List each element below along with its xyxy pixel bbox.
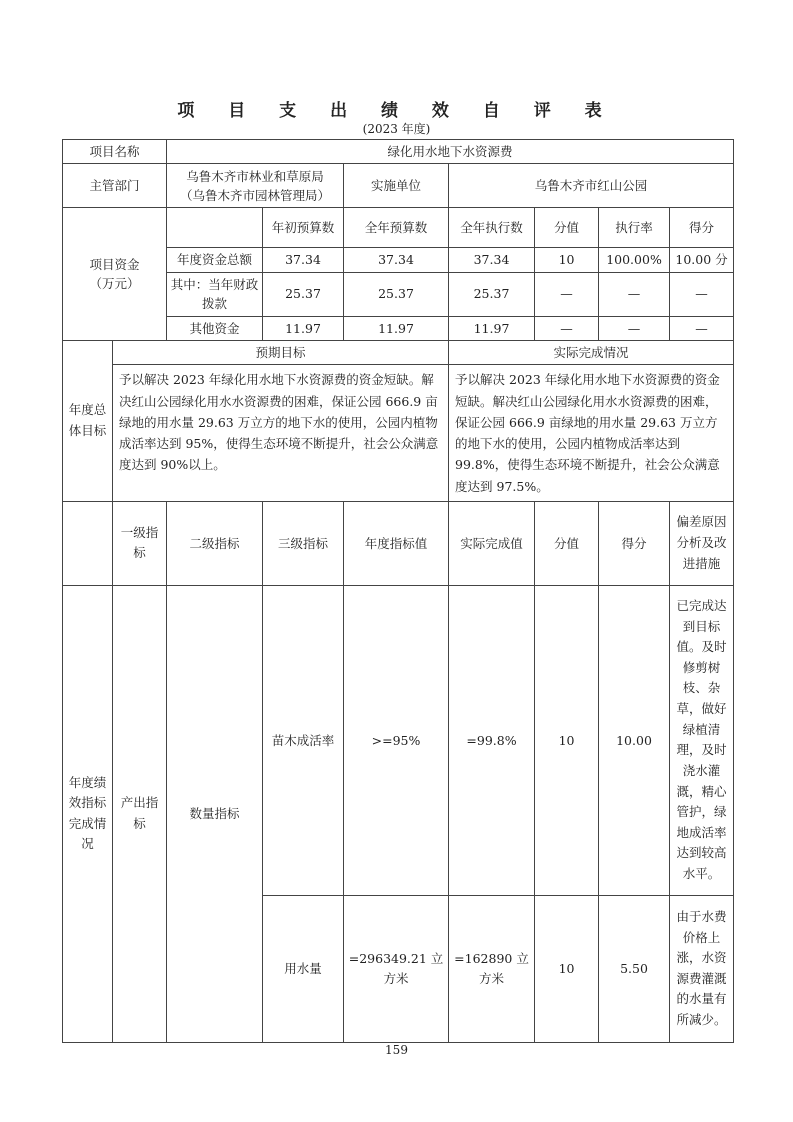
dept-value [167, 164, 344, 208]
funds-label-line2: （万元） [89, 276, 140, 292]
funds-header-got: 得分 [670, 208, 734, 248]
indicator-level3: 用水量 [263, 895, 344, 1042]
goals-actual-text: 予以解决 2023 年绿化用水地下水资源费的资金短缺。解决红山公园绿化用水水资源费的困难，保证公园 666.9 亩绿地的用水量 29.63 万立方的地下水的使用，公园内植物成活率达到 99.8%，使得生态环境不断提升，社会公众满意度达到 97.5%。 [449, 365, 734, 502]
funds-cell: — [670, 272, 734, 316]
funds-cell: 11.97 [344, 316, 449, 340]
indicator-actual: =99.8% [449, 585, 535, 895]
funds-header-initial: 年初预算数 [263, 208, 344, 248]
funds-header-executed: 全年执行数 [449, 208, 535, 248]
funds-label-line1: 项目资金 [89, 256, 140, 272]
funds-cell: 11.97 [449, 316, 535, 340]
indicators-section-label: 年度绩效指标完成情况 [63, 585, 113, 1042]
funds-cell: 25.37 [449, 272, 535, 316]
goals-label: 年度总体目标 [63, 340, 113, 501]
header-score: 分值 [535, 501, 599, 585]
funds-cell: 10.00 分 [670, 248, 734, 272]
funds-row-name: 其他资金 [167, 316, 263, 340]
indicator-level2: 数量指标 [167, 585, 263, 1042]
funds-header-rate: 执行率 [599, 208, 670, 248]
goals-expected-header: 预期目标 [113, 340, 449, 364]
indicator-score: 10 [535, 585, 599, 895]
funds-cell: 37.34 [263, 248, 344, 272]
page-title: 项 目 支 出 绩 效 自 评 表 [177, 101, 616, 121]
unit-value: 乌鲁木齐市红山公园 [449, 164, 734, 208]
dept-name-line2: （乌鲁木齐市园林管理局） [180, 187, 331, 203]
header-got: 得分 [599, 501, 670, 585]
header-level3: 三级指标 [263, 501, 344, 585]
funds-cell: — [599, 272, 670, 316]
dept-label: 主管部门 [63, 164, 167, 208]
indicator-level1: 产出指标 [113, 585, 167, 1042]
funds-cell: — [670, 316, 734, 340]
funds-cell: — [535, 272, 599, 316]
funds-cell: 11.97 [263, 316, 344, 340]
header-level1: 一级指标 [113, 501, 167, 585]
indicator-reason: 由于水费价格上涨，水资源费灌溉的水量有所减少。 [670, 895, 734, 1042]
goals-expected-text: 予以解决 2023 年绿化用水地下水资源费的资金短缺。解决红山公园绿化用水水资源费的困难，保证公园 666.9 亩绿地的用水量 29.63 万立方的地下水的使用，公园内植物成活率达到 95%，使得生态环境不断提升，社会公众满意度达到 90%以上。 [113, 365, 449, 502]
indicator-level3: 苗木成活率 [263, 585, 344, 895]
indicators-header-blank [63, 501, 113, 585]
page-number: 159 [385, 1043, 408, 1057]
indicator-reason: 已完成达到目标值。及时修剪树枝、杂草，做好绿植清理，及时浇水灌溉，精心管护，绿地成活率达到较高水平。 [670, 585, 734, 895]
funds-cell: — [599, 316, 670, 340]
indicator-score: 10 [535, 895, 599, 1042]
funds-cell: 37.34 [449, 248, 535, 272]
funds-cell: 25.37 [263, 272, 344, 316]
indicator-got: 5.50 [599, 895, 670, 1042]
indicator-actual: =162890 立方米 [449, 895, 535, 1042]
indicator-target: >=95% [344, 585, 449, 895]
dept-name-line1: 乌鲁木齐市林业和草原局 [186, 168, 324, 184]
header-target: 年度指标值 [344, 501, 449, 585]
funds-header-annual: 全年预算数 [344, 208, 449, 248]
funds-cell: — [535, 316, 599, 340]
funds-header-blank [167, 208, 263, 248]
project-name-value: 绿化用水地下水资源费 [167, 140, 734, 164]
indicator-target: =296349.21 立方米 [344, 895, 449, 1042]
report-year: (2023 年度) [362, 122, 431, 136]
funds-row-name: 其中：当年财政拨款 [167, 272, 263, 316]
funds-cell: 100.00% [599, 248, 670, 272]
goals-actual-header: 实际完成情况 [449, 340, 734, 364]
funds-cell: 37.34 [344, 248, 449, 272]
funds-cell: 25.37 [344, 272, 449, 316]
funds-row-name: 年度资金总额 [167, 248, 263, 272]
header-actual: 实际完成值 [449, 501, 535, 585]
funds-cell: 10 [535, 248, 599, 272]
self-evaluation-table [62, 139, 734, 1043]
header-level2: 二级指标 [167, 501, 263, 585]
funds-label [63, 208, 167, 341]
unit-label: 实施单位 [344, 164, 449, 208]
project-name-label: 项目名称 [63, 140, 167, 164]
header-reason: 偏差原因分析及改进措施 [670, 501, 734, 585]
indicator-got: 10.00 [599, 585, 670, 895]
funds-header-score: 分值 [535, 208, 599, 248]
